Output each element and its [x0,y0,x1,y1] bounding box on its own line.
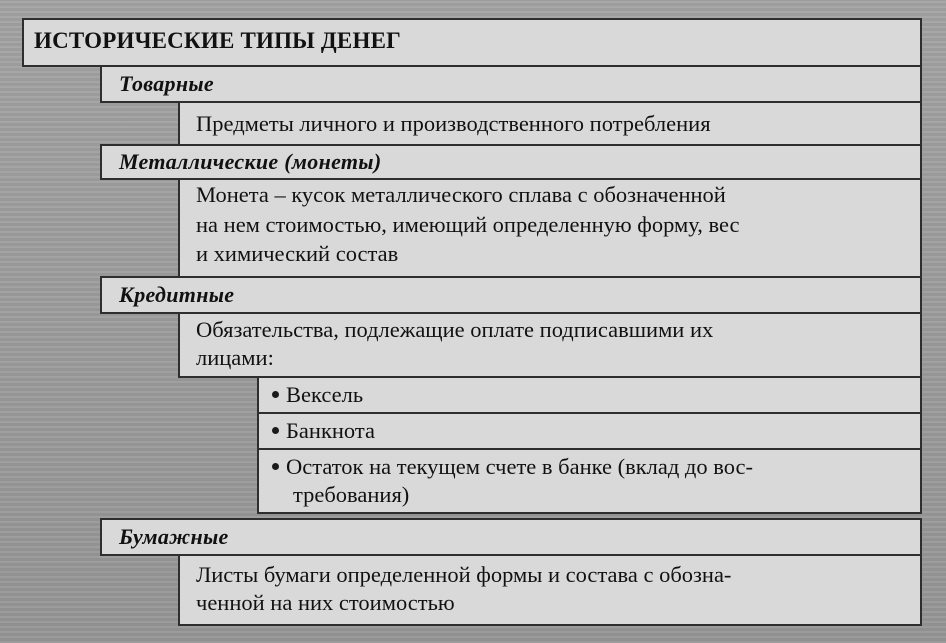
diagram-title: ИСТОРИЧЕСКИЕ ТИПЫ ДЕНЕГ [34,28,401,53]
bullet-icon [272,463,279,470]
category-label-commodity: Товарные [119,71,214,96]
bullet-icon [272,427,279,434]
subitem-deposit [272,453,753,481]
category-label-metal: Металлические (монеты) [119,149,382,174]
subitem-banknote [272,417,375,445]
description-line: Монета – кусок металлического сплава с обозначенной [196,182,726,207]
subitem-label-continued: требования) [293,482,410,507]
description-line: ченной на них стоимостью [196,590,455,615]
bullet-icon [272,391,279,398]
description-line: Обязательства, подлежащие оплате подписавшими их [196,317,714,342]
subitem-label: Остаток на текущем счете в банке (вклад до вос- [286,454,754,479]
description-line: Предметы личного и производственного потребления [196,111,711,136]
category-label-paper: Бумажные [119,524,229,549]
description-line: Листы бумаги определенной формы и состава с обозна- [196,562,732,587]
description-line: и химический состав [196,241,399,266]
category-box-commodity [100,65,922,103]
description-line: лицами: [196,345,274,370]
subitem-label: Вексель [286,382,364,407]
subitem-label: Банкнота [286,418,375,443]
category-label-credit: Кредитные [119,282,235,307]
subitem-bill [272,381,363,409]
description-line: на нем стоимостью, имеющий определенную форму, вес [196,212,740,237]
